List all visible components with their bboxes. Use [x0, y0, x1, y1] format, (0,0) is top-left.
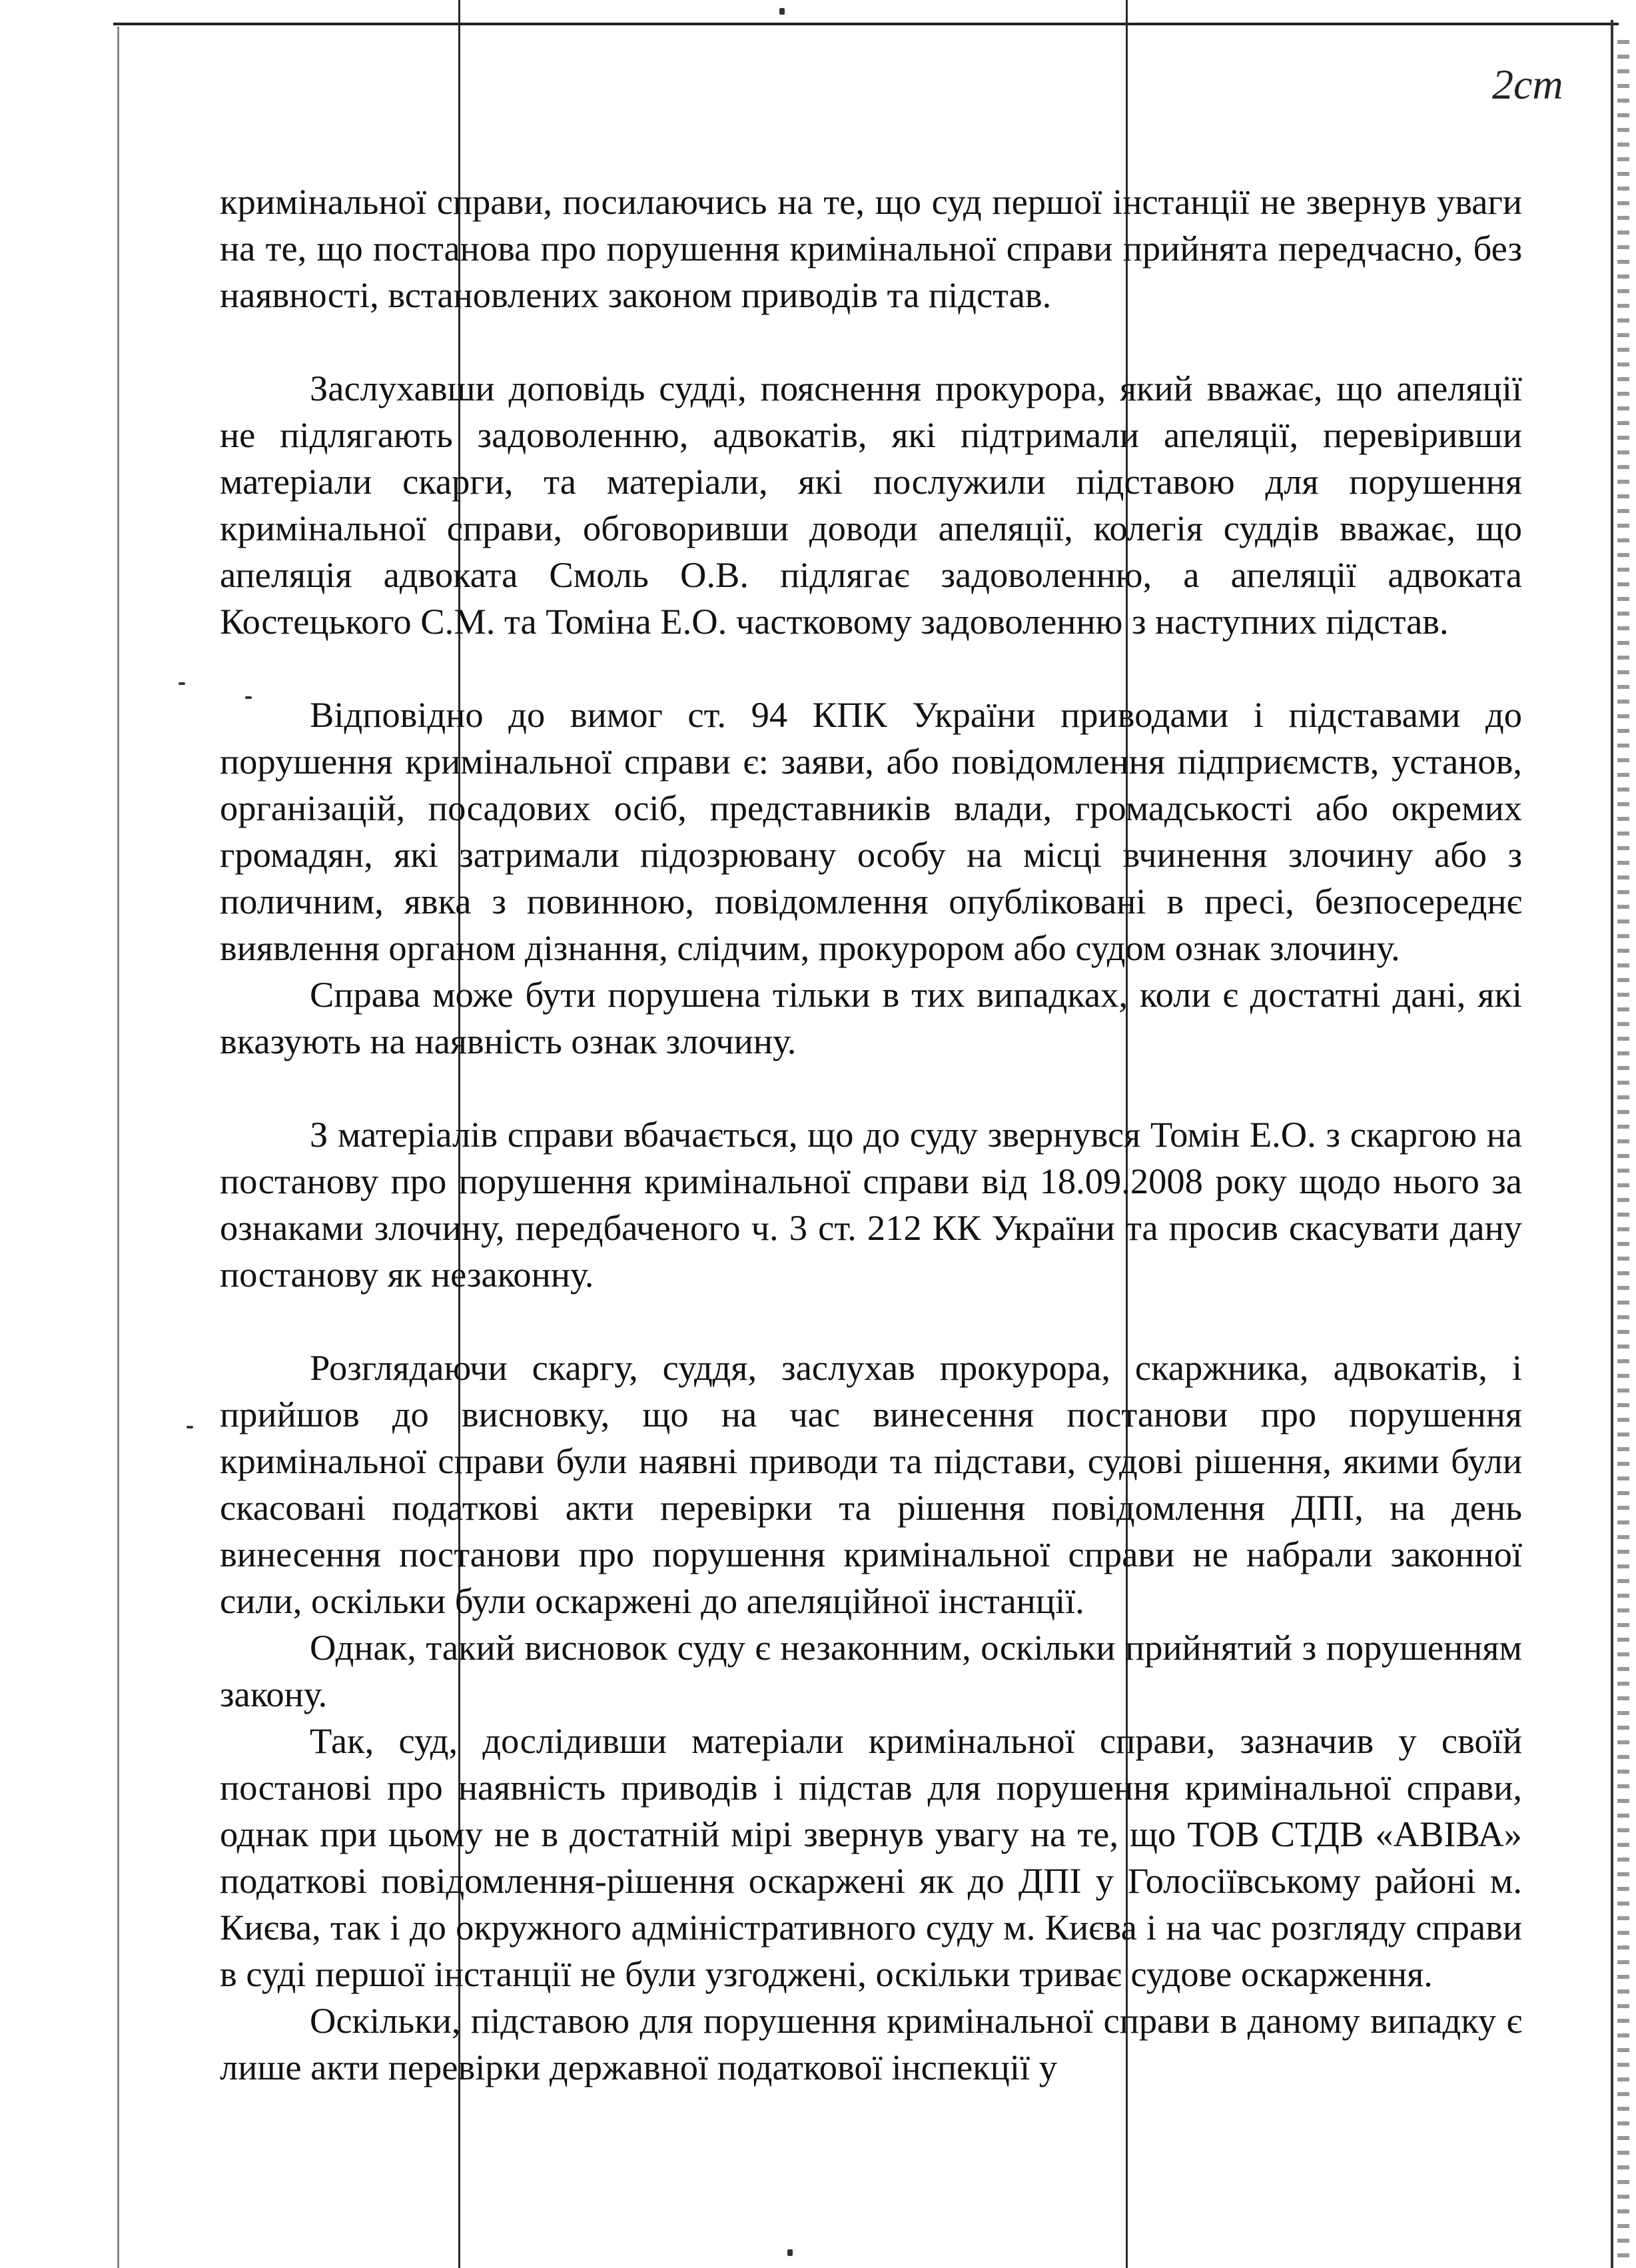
text-line: день винесення постанови про порушення кримінальної справи не набрали [220, 1487, 1522, 1574]
scan-top-edge [113, 23, 1619, 25]
text-line: Відповідно до вимог ст. 94 КПК України приводами і підставами до [310, 694, 1522, 735]
paragraph [220, 365, 1522, 645]
text-line: судом ознак злочину. [1075, 927, 1400, 968]
text-line: та просив скасувати дану постанову як незаконну. [220, 1207, 1523, 1295]
text-line: передчасно, без наявності, встановлених законом приводів та підстав. [220, 228, 1522, 315]
page-number-mark: 2ст [1492, 61, 1563, 108]
paragraph [220, 971, 1522, 1065]
text-line: пресі, безпосереднє виявлення органом дізнання, слідчим, прокурором або [220, 881, 1523, 968]
text-line: м. Києва і на час розгляду справи в суді першої інстанції не були узгоджені, [220, 1907, 1522, 1994]
text-line: порушення кримінальної справи, обговоривши доводи апеляції, колегія [220, 461, 1522, 548]
paragraph [220, 1111, 1522, 1298]
text-line: кримінальної справи, посилаючись на те, що суд першої інстанції не звернув [220, 181, 1437, 222]
text-line: з наступних підстав. [1131, 601, 1449, 642]
paragraph [220, 1718, 1522, 1997]
scan-speck [187, 1426, 193, 1428]
paragraph [220, 1624, 1522, 1718]
text-line: дані, які вказують на наявність ознак злочину. [220, 974, 1522, 1061]
paragraph [220, 692, 1522, 971]
text-line: апеляції не підлягають задоволенню, адвокатів, які підтримали апеляції, [220, 368, 1522, 455]
text-line: справи, однак при цьому не в достатній мірі звернув увагу на те, що ТОВ [220, 1767, 1522, 1854]
scan-right-noise [1617, 40, 1629, 2265]
scan-left-edge [117, 27, 119, 2268]
text-line: апеляції адвоката Костецького С.М. та Томіна Е.О. частковому задоволенню [220, 554, 1522, 642]
text-line: Однак, такий висновок суду є незаконним, оскільки прийнятий з [310, 1627, 1326, 1668]
text-line: були скасовані податкові акти перевірки та рішення повідомлення ДПІ, на [220, 1440, 1522, 1528]
text-line: Заслухавши доповідь судді, пояснення прокурора, який вважає, що [310, 368, 1397, 408]
text-line: Голосіївському районі м. Києва, так і до окружного адміністративного суду [220, 1860, 1522, 1948]
text-line: оскільки триває судове оскарження. [875, 1954, 1433, 1994]
text-line: злочину або з поличним, явка з повинною, повідомлення опубліковані в [220, 834, 1522, 921]
paragraph [220, 1345, 1522, 1624]
text-line: порушення кримінальної справи є: заяви, або повідомлення підприємств, [220, 741, 1392, 782]
text-line: випадку є лише акти перевірки державної податкової інспекції у [220, 2000, 1522, 2087]
text-line: СТДВ «АВІВА» податкові повідомлення-рішення оскаржені як до ДПІ у [220, 1814, 1523, 1901]
text-line: законної сили, оскільки були оскаржені до апеляційної інстанції. [220, 1534, 1522, 1621]
text-line: установ, організацій, посадових осіб, представників влади, громадськості або [220, 741, 1522, 828]
text-line: скаргою на постанову про порушення кримінальної справи від 18.09.2008 [220, 1114, 1522, 1201]
text-line: кримінальної справи були наявні приводи та підстави, судові рішення, якими [220, 1440, 1451, 1481]
text-line: постанові про наявність приводів і підстав для порушення кримінальної [220, 1767, 1407, 1808]
text-line: Оскільки, підставою для порушення кримінальної справи в даному [310, 2000, 1371, 2041]
text-line: перевіривши матеріали скарги, та матеріали, які послужили підставою для [220, 414, 1522, 502]
scan-speck [779, 8, 785, 15]
body-text [220, 179, 1522, 2091]
paragraph [220, 1997, 1522, 2091]
text-line: року щодо нього за ознаками злочину, передбаченого ч. 3 ст. 212 КК України [220, 1161, 1522, 1248]
text-line: порушенням закону. [220, 1627, 1522, 1714]
scan-speck [787, 2249, 793, 2256]
scan-speck [179, 682, 185, 685]
text-line: і прийшов до висновку, що на час винесення постанови про порушення [220, 1347, 1522, 1434]
text-line: уваги на те, що постанова про порушення кримінальної справи прийнята [220, 181, 1522, 269]
paragraph [220, 179, 1522, 318]
scan-right-edge [1611, 20, 1613, 2268]
text-line: суддів вважає, що апеляція адвоката Смоль О.В. підлягає задоволенню, а [220, 508, 1522, 595]
text-line: Так, суд, дослідивши матеріали кримінальної справи, зазначив у своїй [310, 1720, 1522, 1761]
text-line: окремих громадян, які затримали підозрювану особу на місці вчинення [220, 788, 1522, 875]
text-line: З матеріалів справи вбачається, що до суду звернувся Томін Е.О. з [310, 1114, 1350, 1155]
text-line: Справа може бути порушена тільки в тих випадках, коли є достатні [310, 974, 1393, 1015]
text-line: Розглядаючи скаргу, суддя, заслухав прокурора, скаржника, адвокатів, [310, 1347, 1512, 1388]
